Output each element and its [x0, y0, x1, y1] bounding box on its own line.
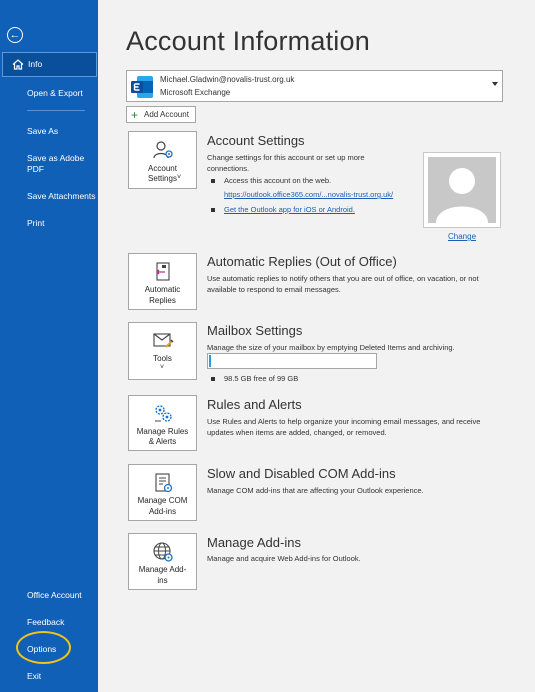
- section-title: Mailbox Settings: [207, 323, 303, 338]
- account-settings-icon: [151, 138, 175, 162]
- section-title: Slow and Disabled COM Add-ins: [207, 466, 396, 481]
- account-settings-button[interactable]: [128, 131, 197, 189]
- mailbox-usage-bar: [207, 353, 377, 369]
- add-account-label: Add Account: [144, 110, 189, 119]
- sidebar-item-save-attachments[interactable]: Save Attachments: [27, 191, 96, 201]
- page-title: Account Information: [126, 26, 370, 56]
- rules-alerts-icon: [151, 401, 175, 425]
- tile-label: Replies: [149, 296, 176, 305]
- section-title: Manage Add-ins: [207, 535, 301, 550]
- chevron-down-icon: ˅: [177, 174, 182, 181]
- tile-label: Manage Add-: [138, 565, 187, 574]
- account-settings-tile-text: Account Settings: [148, 164, 177, 183]
- sidebar-item-exit[interactable]: Exit: [27, 671, 42, 681]
- home-icon: [12, 59, 24, 70]
- sidebar-item-open-export[interactable]: Open & Export: [27, 88, 83, 98]
- bullet-text: Access this account on the web.: [224, 176, 332, 185]
- outlook-web-link[interactable]: https://outlook.office365.com/...novalis-trust.org.uk/: [224, 190, 394, 199]
- person-placeholder-icon: [428, 157, 496, 223]
- manage-com-addins-button[interactable]: [128, 464, 197, 521]
- sidebar-item-label: Info: [28, 59, 43, 69]
- sidebar-item-info[interactable]: [2, 52, 97, 77]
- sidebar-item-save-as-pdf[interactable]: Save as Adobe PDF: [27, 153, 85, 174]
- tile-label: Manage COM: [137, 496, 188, 505]
- change-photo-link[interactable]: Change: [448, 232, 477, 241]
- add-account-button[interactable]: [126, 106, 196, 123]
- account-type: Microsoft Exchange: [160, 88, 231, 97]
- section-description: Manage COM add-ins that are affecting your Outlook experience.: [207, 486, 424, 495]
- chevron-down-icon: [492, 82, 498, 86]
- mailbox-usage-fill: [209, 355, 211, 367]
- com-addins-icon: [151, 471, 175, 495]
- tile-label: [129, 164, 196, 184]
- tile-label: ins: [157, 576, 168, 585]
- section-description: Use Rules and Alerts to help organize your incoming email messages, and receive updates when items are added, changed, or removed.: [207, 417, 481, 437]
- section-description: Change settings for this account or set up more connections.: [207, 153, 365, 173]
- tile-label: Automatic: [144, 285, 181, 294]
- account-email: Michael.Gladwin@novalis-trust.org.uk: [160, 75, 295, 84]
- sidebar-item-options[interactable]: Options: [27, 644, 57, 654]
- options-highlight-ring: [16, 631, 71, 664]
- section-title: Automatic Replies (Out of Office): [207, 254, 397, 269]
- tile-label: & Alerts: [148, 437, 177, 446]
- sidebar-item-print[interactable]: Print: [27, 218, 45, 228]
- section-description: Manage the size of your mailbox by emptying Deleted Items and archiving.: [207, 343, 455, 352]
- globe-gear-icon: [151, 540, 175, 564]
- manage-rules-alerts-button[interactable]: [128, 395, 197, 451]
- sidebar-divider: [27, 110, 85, 111]
- mailbox-tools-icon: [151, 328, 175, 352]
- outlook-app-link[interactable]: Get the Outlook app for iOS or Android.: [224, 205, 355, 214]
- account-dropdown[interactable]: [126, 70, 503, 102]
- sidebar-item-office-account[interactable]: Office Account: [27, 590, 82, 600]
- tile-label: Tools: [153, 354, 172, 363]
- section-description: Manage and acquire Web Add-ins for Outlook.: [207, 554, 361, 563]
- chevron-down-icon: ˅: [160, 364, 165, 371]
- sidebar-item-save-as[interactable]: Save As: [27, 126, 59, 136]
- mailbox-usage-text: 98.5 GB free of 99 GB: [224, 374, 299, 383]
- automatic-replies-button[interactable]: [128, 253, 197, 310]
- tools-button[interactable]: [128, 322, 197, 380]
- section-title: Account Settings: [207, 133, 305, 148]
- back-arrow-icon[interactable]: ←: [7, 27, 23, 43]
- auto-reply-icon: [151, 260, 175, 284]
- sidebar-item-feedback[interactable]: Feedback: [27, 617, 65, 627]
- exchange-logo-icon: [131, 76, 153, 98]
- section-title: Rules and Alerts: [207, 397, 302, 412]
- tile-label: Manage Rules: [136, 427, 189, 436]
- profile-photo: [423, 152, 501, 228]
- section-description: Use automatic replies to notify others that you are out of office, on vacation, or not available to respond to email messages.: [207, 274, 479, 294]
- tile-label: Add-ins: [148, 507, 177, 516]
- plus-icon: +: [131, 108, 139, 122]
- backstage-sidebar: [0, 0, 98, 692]
- manage-addins-button[interactable]: [128, 533, 197, 590]
